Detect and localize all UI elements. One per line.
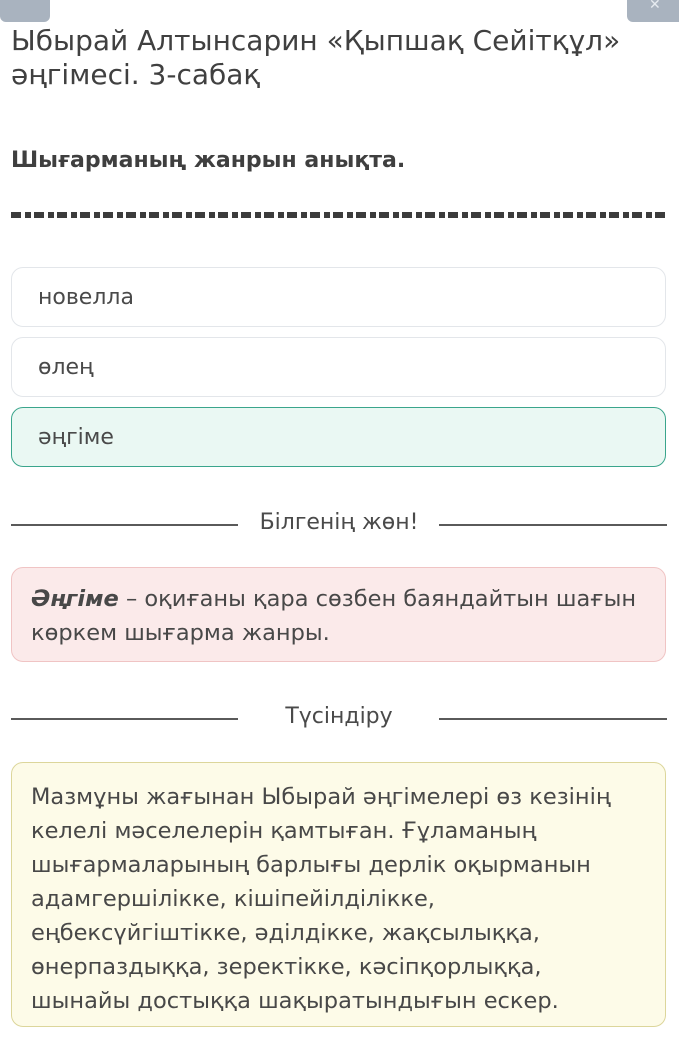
know-card bbox=[11, 567, 666, 662]
option-label: өлең bbox=[38, 355, 94, 380]
question-text: Шығарманың жанрын анықта. bbox=[11, 148, 406, 173]
know-heading: Білгенің жөн! bbox=[259, 510, 419, 535]
back-button[interactable] bbox=[0, 0, 50, 22]
close-icon: ✕ bbox=[649, 0, 661, 13]
know-definition: – оқиғаны қара сөзбен баяндайтын шағын көркем шығарма жанры. bbox=[31, 586, 637, 646]
option-angime-correct[interactable] bbox=[11, 407, 666, 467]
explanation-heading: Түсіндіру bbox=[285, 704, 393, 729]
option-olen[interactable] bbox=[11, 337, 666, 397]
explanation-body: Мазмұны жағынан Ыбырай әңгімелері өз кезінің келелі мәселелерін қамтыған. Ғұламаның шығармаларының барлығы дерлік оқырманын адамгершілікке, кішіпейілділікке, еңбексүйгіштікке, әділдікке, жақсылыққа, өнерпаздыққа, зеректікке, кәсіпқорлыққа, шынайы достыққа шақыратындығын ескер. bbox=[31, 784, 611, 1014]
know-body bbox=[31, 582, 645, 650]
option-novella[interactable] bbox=[11, 267, 666, 327]
lesson-title: Ыбырай Алтынсарин «Қыпшақ Сейітқұл» әңгімесі. 3-сабақ bbox=[11, 24, 621, 91]
explanation-divider bbox=[11, 704, 667, 734]
divider-line-right bbox=[439, 718, 667, 720]
option-label: новелла bbox=[38, 285, 134, 310]
know-term: Әңгіме bbox=[31, 586, 119, 612]
divider-line-right bbox=[439, 524, 667, 526]
close-button[interactable] bbox=[627, 0, 679, 22]
option-label: әңгіме bbox=[38, 425, 114, 450]
answer-blank bbox=[11, 212, 667, 218]
know-divider bbox=[11, 510, 667, 540]
explanation-card bbox=[11, 762, 666, 1027]
